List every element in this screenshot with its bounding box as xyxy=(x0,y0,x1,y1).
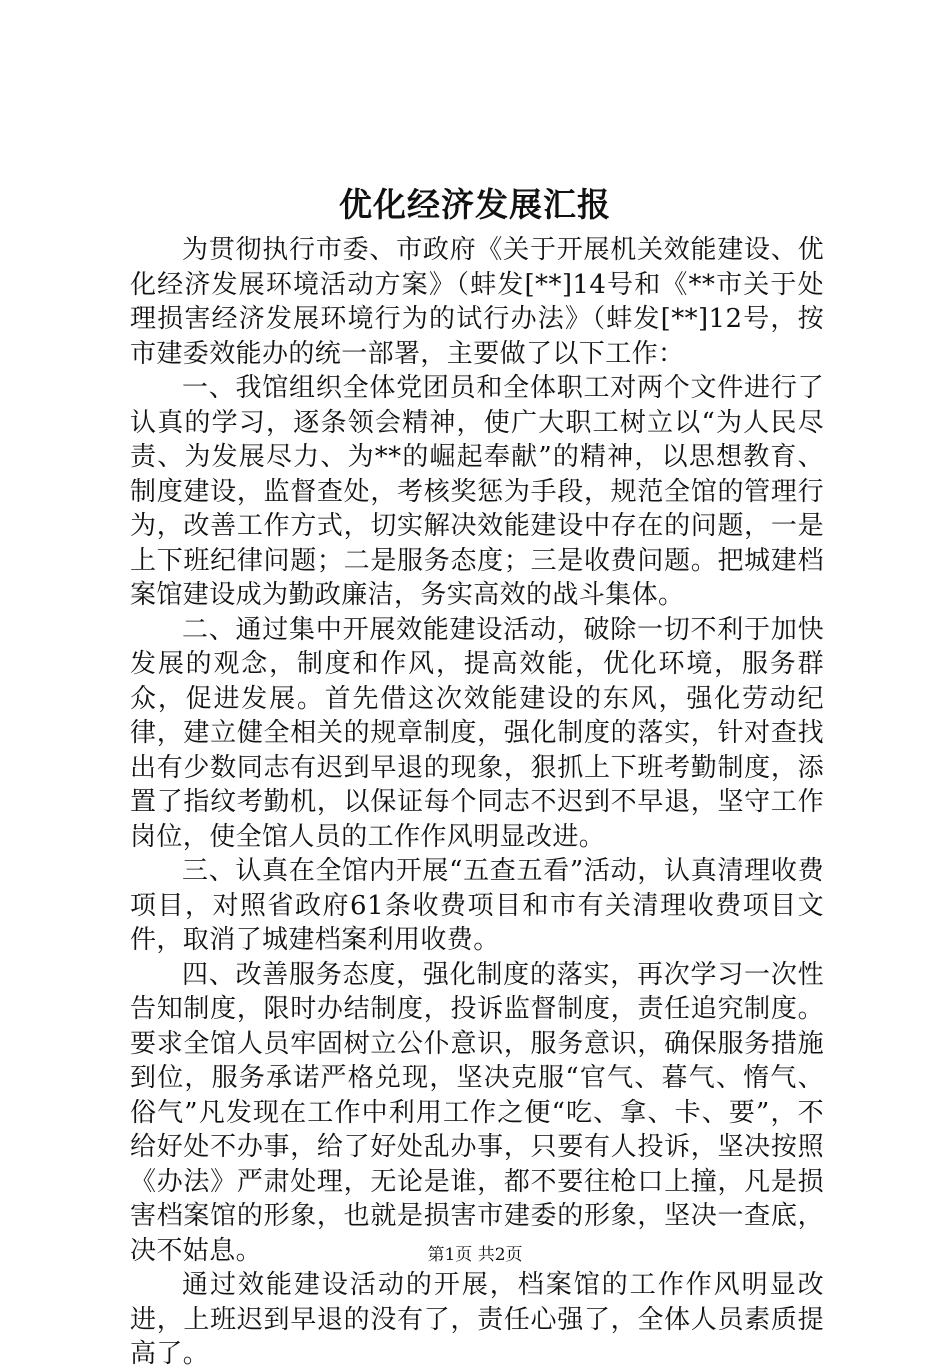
document-body xyxy=(130,233,824,1372)
document-title: 优化经济发展汇报 xyxy=(339,185,611,224)
paragraph-section-2: 二、通过集中开展效能建设活动，破除一切不利于加快发展的观念，制度和作风，提高效能，优化环境，服务群众，促进发展。首先借这次效能建设的东风，强化劳动纪律，建立健全相关的规章制度，强化制度的落实，针对查找出有少数同志有迟到早退的现象，狠抓上下班考勤制度，添置了指纹考勤机，以保证每个同志不迟到不早退，坚守工作岗位，使全馆人员的工作作风明显改进。 xyxy=(130,614,824,852)
page-number-footer: 第1页 共2页 xyxy=(427,1245,523,1265)
paragraph-intro: 为贯彻执行市委、市政府《关于开展机关效能建设、优化经济发展环境活动方案》（蚌发[**]14号和《**市关于处理损害经济发展环境行为的试行办法》（蚌发[**]12号，按市建委效能办的统一部署，主要做了以下工作： xyxy=(130,235,824,369)
paragraph-section-3: 三、认真在全馆内开展“五查五看”活动，认真清理收费项目，对照省政府61条收费项目和市有关清理收费项目文件，取消了城建档案利用收费。 xyxy=(130,856,824,955)
paragraph-section-1: 一、我馆组织全体党团员和全体职工对两个文件进行了认真的学习，逐条领会精神，使广大职工树立以“为人民尽责、为发展尽力、为**的崛起奉献”的精神，以思想教育、制度建设，监督查处，考核奖惩为手段，规范全馆的管理行为，改善工作方式，切实解决效能建设中存在的问题，一是上下班纪律问题；二是服务态度；三是收费问题。把城建档案馆建设成为勤政廉洁，务实高效的战斗集体。 xyxy=(130,373,824,610)
paragraph-conclusion: 通过效能建设活动的开展，档案馆的工作作风明显改进，上班迟到早退的没有了，责任心强了，全体人员素质提高了。 xyxy=(130,1270,824,1369)
paragraph-section-4: 四、改善服务态度，强化制度的落实，再次学习一次性告知制度，限时办结制度，投诉监督制度，责任追究制度。要求全馆人员牢固树立公仆意识，服务意识，确保服务措施到位，服务承诺严格兑现，坚决克服“官气、暮气、惰气、俗气”凡发现在工作中利用工作之便“吃、拿、卡、要”，不给好处不办事，给了好处乱办事，只要有人投诉，坚决按照《办法》严肃处理，无论是谁，都不要往枪口上撞，凡是损害档案馆的形象，也就是损害市建委的形象，坚决一查底，决不姑息。 xyxy=(130,959,824,1266)
